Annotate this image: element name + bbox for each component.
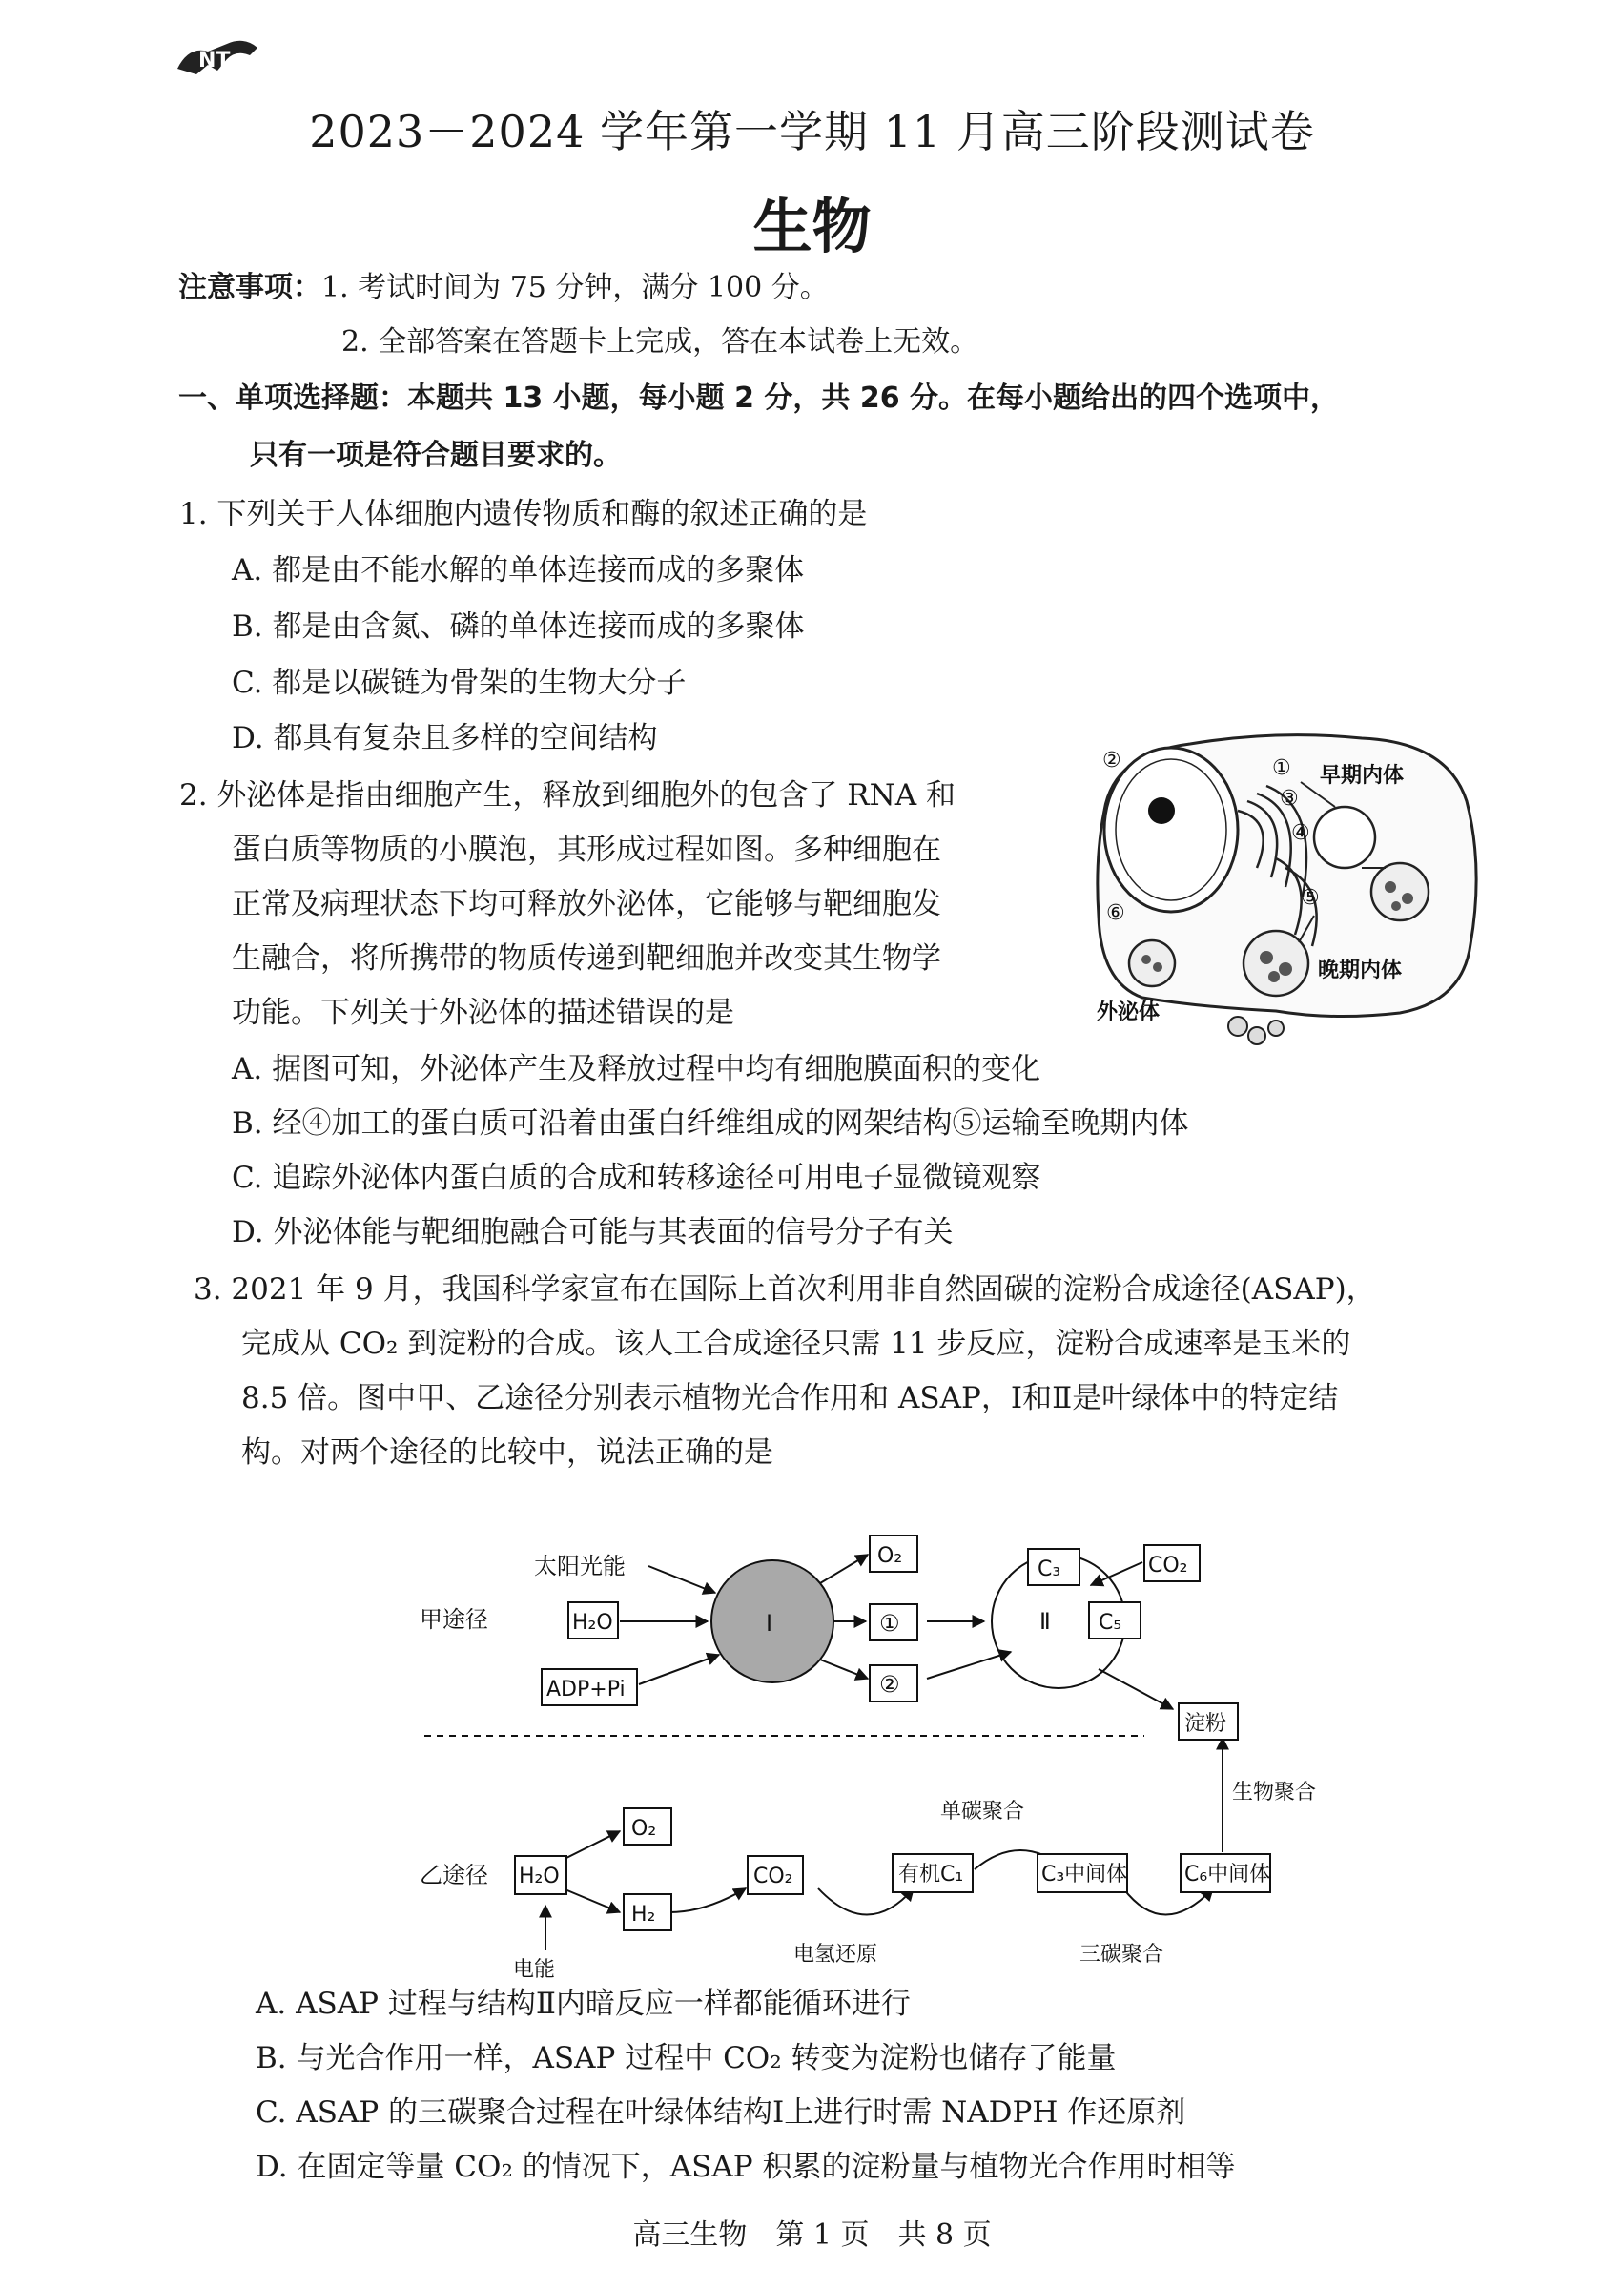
h2o-a: H₂O [572,1611,613,1635]
q1-stem: 1. 下列关于人体细胞内遗传物质和酶的叙述正确的是 [179,497,868,531]
cell-label-4: ④ [1291,821,1310,845]
q1-option-d: D. 都具有复杂且多样的空间结构 [232,721,658,755]
h2o-b: H₂O [519,1865,560,1888]
q3-stem-line-2: 完成从 CO₂ 到淀粉的合成。该人工合成途径只需 11 步反应，淀粉合成速率是玉米的 [241,1327,1351,1361]
co2-b: CO₂ [753,1865,793,1888]
notice-label: 注意事项： [178,271,321,304]
co2-a: CO₂ [1148,1554,1188,1578]
logo-text: NT [198,49,231,72]
cell-label-3: ③ [1280,787,1299,811]
q2-option-c: C. 追踪外泌体内蛋白质的合成和转移途径可用电子显微镜观察 [232,1161,1041,1195]
q3-pathway-figure [401,1488,1316,1984]
q2-option-d: D. 外泌体能与靶细胞融合可能与其表面的信号分子有关 [232,1215,954,1249]
q1-option-a: A. 都是由不能水解的单体连接而成的多聚体 [232,553,805,588]
cell-label-6: ⑥ [1106,901,1125,925]
h2-label: H₂ [631,1903,656,1927]
exosome-label: 外泌体 [1097,1000,1161,1024]
q3-option-b: B. 与光合作用一样，ASAP 过程中 CO₂ 转变为淀粉也储存了能量 [256,2041,1117,2075]
section-heading-line-2: 只有一项是符合题目要求的。 [250,439,622,472]
q3-stem-line-3: 8.5 倍。图中甲、乙途径分别表示植物光合作用和 ASAP，Ⅰ和Ⅱ是叶绿体中的特定结 [241,1381,1339,1415]
publisher-logo [170,27,265,84]
subject-title: 生物 [752,192,872,261]
page-footer: 高三生物 第 1 页 共 8 页 [632,2218,992,2252]
cell-label-1: ① [1272,756,1291,780]
q2-cell-figure [1085,725,1486,1049]
q2-stem-line-3: 正常及病理状态下均可释放外泌体，它能够与靶细胞发 [232,887,941,921]
q2-stem-line-2: 蛋白质等物质的小膜泡，其形成过程如图。多种细胞在 [232,833,941,867]
c5-label: C₅ [1099,1611,1122,1635]
late-endosome-label: 晚期内体 [1318,959,1403,982]
tri-carbon-poly: 三碳聚合 [1079,1943,1164,1967]
q3-option-a: A. ASAP 过程与结构Ⅱ内暗反应一样都能循环进行 [256,1987,911,2021]
o2-a: O₂ [877,1544,903,1568]
exam-title: 2023－2024 学年第一学期 11 月高三阶段测试卷 [309,106,1315,157]
c3-intermediate: C₃中间体 [1041,1863,1128,1887]
electric-energy-label: 电能 [513,1958,556,1982]
q2-stem-line-1: 2. 外泌体是指由细胞产生，释放到细胞外的包含了 RNA 和 [179,778,956,813]
q2-stem-line-5: 功能。下列关于外泌体的描述错误的是 [232,996,734,1030]
c3-label: C₃ [1038,1557,1061,1581]
path-a-label: 甲途径 [420,1606,488,1633]
q2-option-b: B. 经④加工的蛋白质可沿着由蛋白纤维组成的网架结构⑤运输至晚期内体 [232,1106,1189,1141]
bio-poly: 生物聚合 [1232,1781,1316,1804]
q3-option-c: C. ASAP 的三碳聚合过程在叶绿体结构Ⅰ上进行时需 NADPH 作还原剂 [256,2095,1186,2130]
cell-label-2: ② [1102,749,1121,773]
electro-reduction: 电氢还原 [793,1943,878,1967]
solar-energy-label: 太阳光能 [534,1553,626,1579]
q2-option-a: A. 据图可知，外泌体产生及释放过程中均有细胞膜面积的变化 [232,1052,1041,1086]
product-2: ② [879,1671,900,1698]
early-endosome-label: 早期内体 [1320,764,1405,788]
organic-c1: 有机C₁ [898,1863,964,1887]
q3-option-d: D. 在固定等量 CO₂ 的情况下，ASAP 积累的淀粉量与植物光合作用时相等 [256,2150,1236,2184]
starch-label: 淀粉 [1184,1712,1227,1736]
notice-row-1 [178,269,829,307]
notice-item-2: 2. 全部答案在答题卡上完成，答在本试卷上无效。 [341,325,979,359]
q3-stem-line-4: 构。对两个途径的比较中，说法正确的是 [241,1435,773,1470]
q1-option-c: C. 都是以碳链为骨架的生物大分子 [232,666,687,700]
q3-stem-line-1: 3. 2021 年 9 月，我国科学家宣布在国际上首次利用非自然固碳的淀粉合成途径(ASAP)， [194,1272,1376,1307]
c6-intermediate: C₆中间体 [1184,1863,1271,1887]
structure-1-label: Ⅰ [766,1610,773,1637]
q1-option-b: B. 都是由含氮、磷的单体连接而成的多聚体 [232,609,805,644]
path-b-label: 乙途径 [420,1862,488,1888]
single-carbon-poly: 单碳聚合 [940,1800,1025,1824]
structure-2-label: Ⅱ [1039,1608,1051,1635]
section-heading-line-1: 一、单项选择题：本题共 13 小题，每小题 2 分，共 26 分。在每小题给出的四个选项中， [178,382,1340,415]
notice-item-1: 1. 考试时间为 75 分钟，满分 100 分。 [321,271,829,304]
adp-pi: ADP+Pi [546,1678,626,1701]
product-1: ① [879,1610,900,1637]
o2-b: O₂ [631,1817,657,1841]
q2-stem-line-4: 生融合，将所携带的物质传递到靶细胞并改变其生物学 [232,941,941,976]
cell-label-5: ⑤ [1301,886,1320,910]
